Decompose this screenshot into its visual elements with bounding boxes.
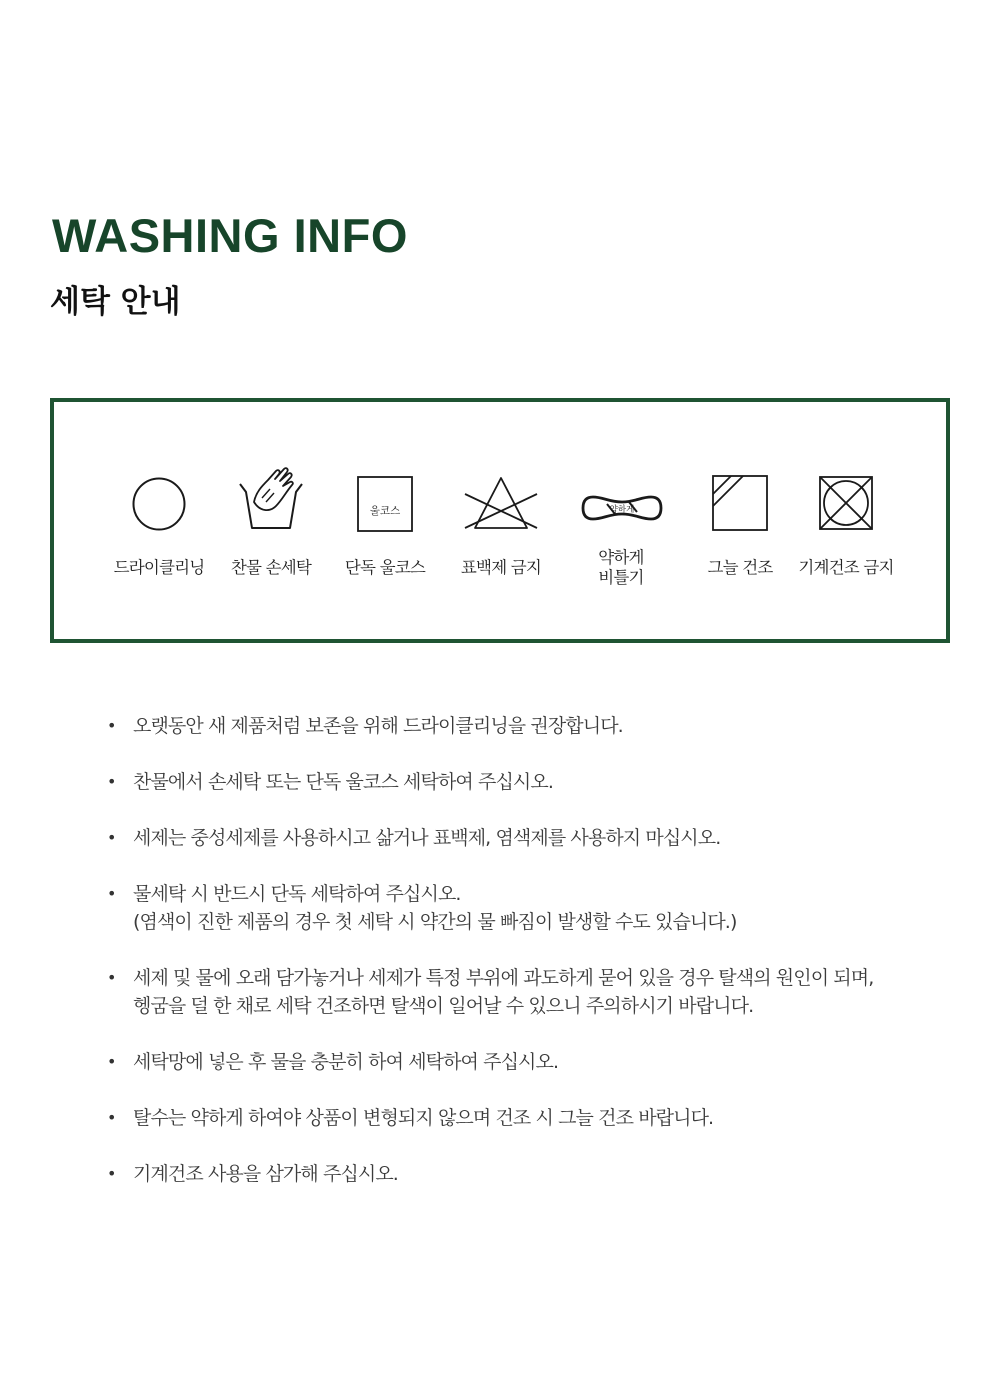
bullet-icon: • [107, 1052, 116, 1071]
bullet-icon: • [107, 772, 116, 791]
list-item [105, 964, 925, 1020]
care-label-wool-course: 단독 울코스 [344, 558, 426, 577]
gentle-wring-icon [579, 488, 665, 528]
note-text: 찬물에서 손세탁 또는 단독 울코스 세탁하여 주십시오. [133, 771, 553, 793]
care-label-no-tumble-dry: 기계건조 금지 [798, 558, 894, 577]
bullet-icon: • [107, 1108, 116, 1127]
note-text-continued: (염색이 진한 제품의 경우 첫 세탁 시 약간의 물 빠짐이 발생할 수도 있습니다.) [133, 911, 737, 933]
care-item-hand-wash [211, 402, 331, 639]
note-text: 세탁망에 넣은 후 물을 충분히 하여 세탁하여 주십시오. [133, 1051, 559, 1073]
no-bleach-triangle-icon [463, 476, 539, 532]
bullet-icon: • [107, 968, 116, 987]
care-item-wool-course [325, 402, 445, 639]
care-label-dry-clean: 드라이클리닝 [113, 558, 205, 577]
note-text: 오랫동안 새 제품처럼 보존을 위해 드라이클리닝을 권장합니다. [133, 715, 623, 737]
list-item [105, 712, 925, 740]
care-item-dry-clean [99, 402, 219, 639]
wool-course-square-icon [357, 476, 413, 532]
no-tumble-dry-icon [819, 476, 873, 530]
page-subtitle: 세탁 안내 [50, 284, 181, 320]
care-label-gentle-wring-line-2: 비틀기 [598, 568, 644, 587]
list-item [105, 1160, 925, 1188]
page-title: WASHING INFO [52, 209, 408, 262]
dry-clean-circle-icon [129, 474, 189, 534]
list-item [105, 1104, 925, 1132]
note-text: 기계건조 사용을 삼가해 주십시오. [133, 1163, 398, 1185]
note-text-continued: 헹굼을 덜 한 채로 세탁 건조하면 탈색이 일어날 수 있으니 주의하시기 바랍니다. [133, 995, 754, 1017]
list-item [105, 880, 925, 936]
care-label-gentle-wring-line-1: 약하게 [598, 548, 644, 567]
note-text: 세제는 중성세제를 사용하시고 삶거나 표백제, 염색제를 사용하지 마십시오. [133, 827, 721, 849]
shade-dry-icon [712, 475, 768, 531]
bullet-icon: • [107, 828, 116, 847]
note-text: 세제 및 물에 오래 담가놓거나 세제가 특정 부위에 과도하게 묻어 있을 경우 탈색의 원인이 되며, [133, 967, 874, 989]
bullet-icon: • [107, 884, 116, 903]
gentle-wring-inner-text: 약하게 [609, 505, 635, 515]
care-item-shade-dry [680, 402, 800, 639]
care-item-no-bleach [441, 402, 561, 639]
bullet-icon: • [107, 1164, 116, 1183]
care-label-shade-dry: 그늘 건조 [707, 558, 773, 577]
list-item [105, 1048, 925, 1076]
wool-course-inner-text: 울코스 [369, 505, 401, 517]
care-item-no-tumble-dry [786, 402, 906, 639]
care-symbols-panel [50, 398, 950, 643]
care-label-hand-wash: 찬물 손세탁 [230, 558, 312, 577]
care-label-no-bleach: 표백제 금지 [460, 558, 542, 577]
list-item [105, 824, 925, 852]
list-item [105, 768, 925, 796]
care-instructions-list [105, 712, 925, 1216]
note-text: 물세탁 시 반드시 단독 세탁하여 주십시오. [133, 883, 461, 905]
care-item-gentle-wring [561, 402, 681, 639]
note-text: 탈수는 약하게 하여야 상품이 변형되지 않으며 건조 시 그늘 건조 바랍니다. [133, 1107, 714, 1129]
hand-wash-tub-icon [236, 462, 306, 532]
bullet-icon: • [107, 716, 116, 735]
care-label-gentle-wring [561, 548, 681, 588]
